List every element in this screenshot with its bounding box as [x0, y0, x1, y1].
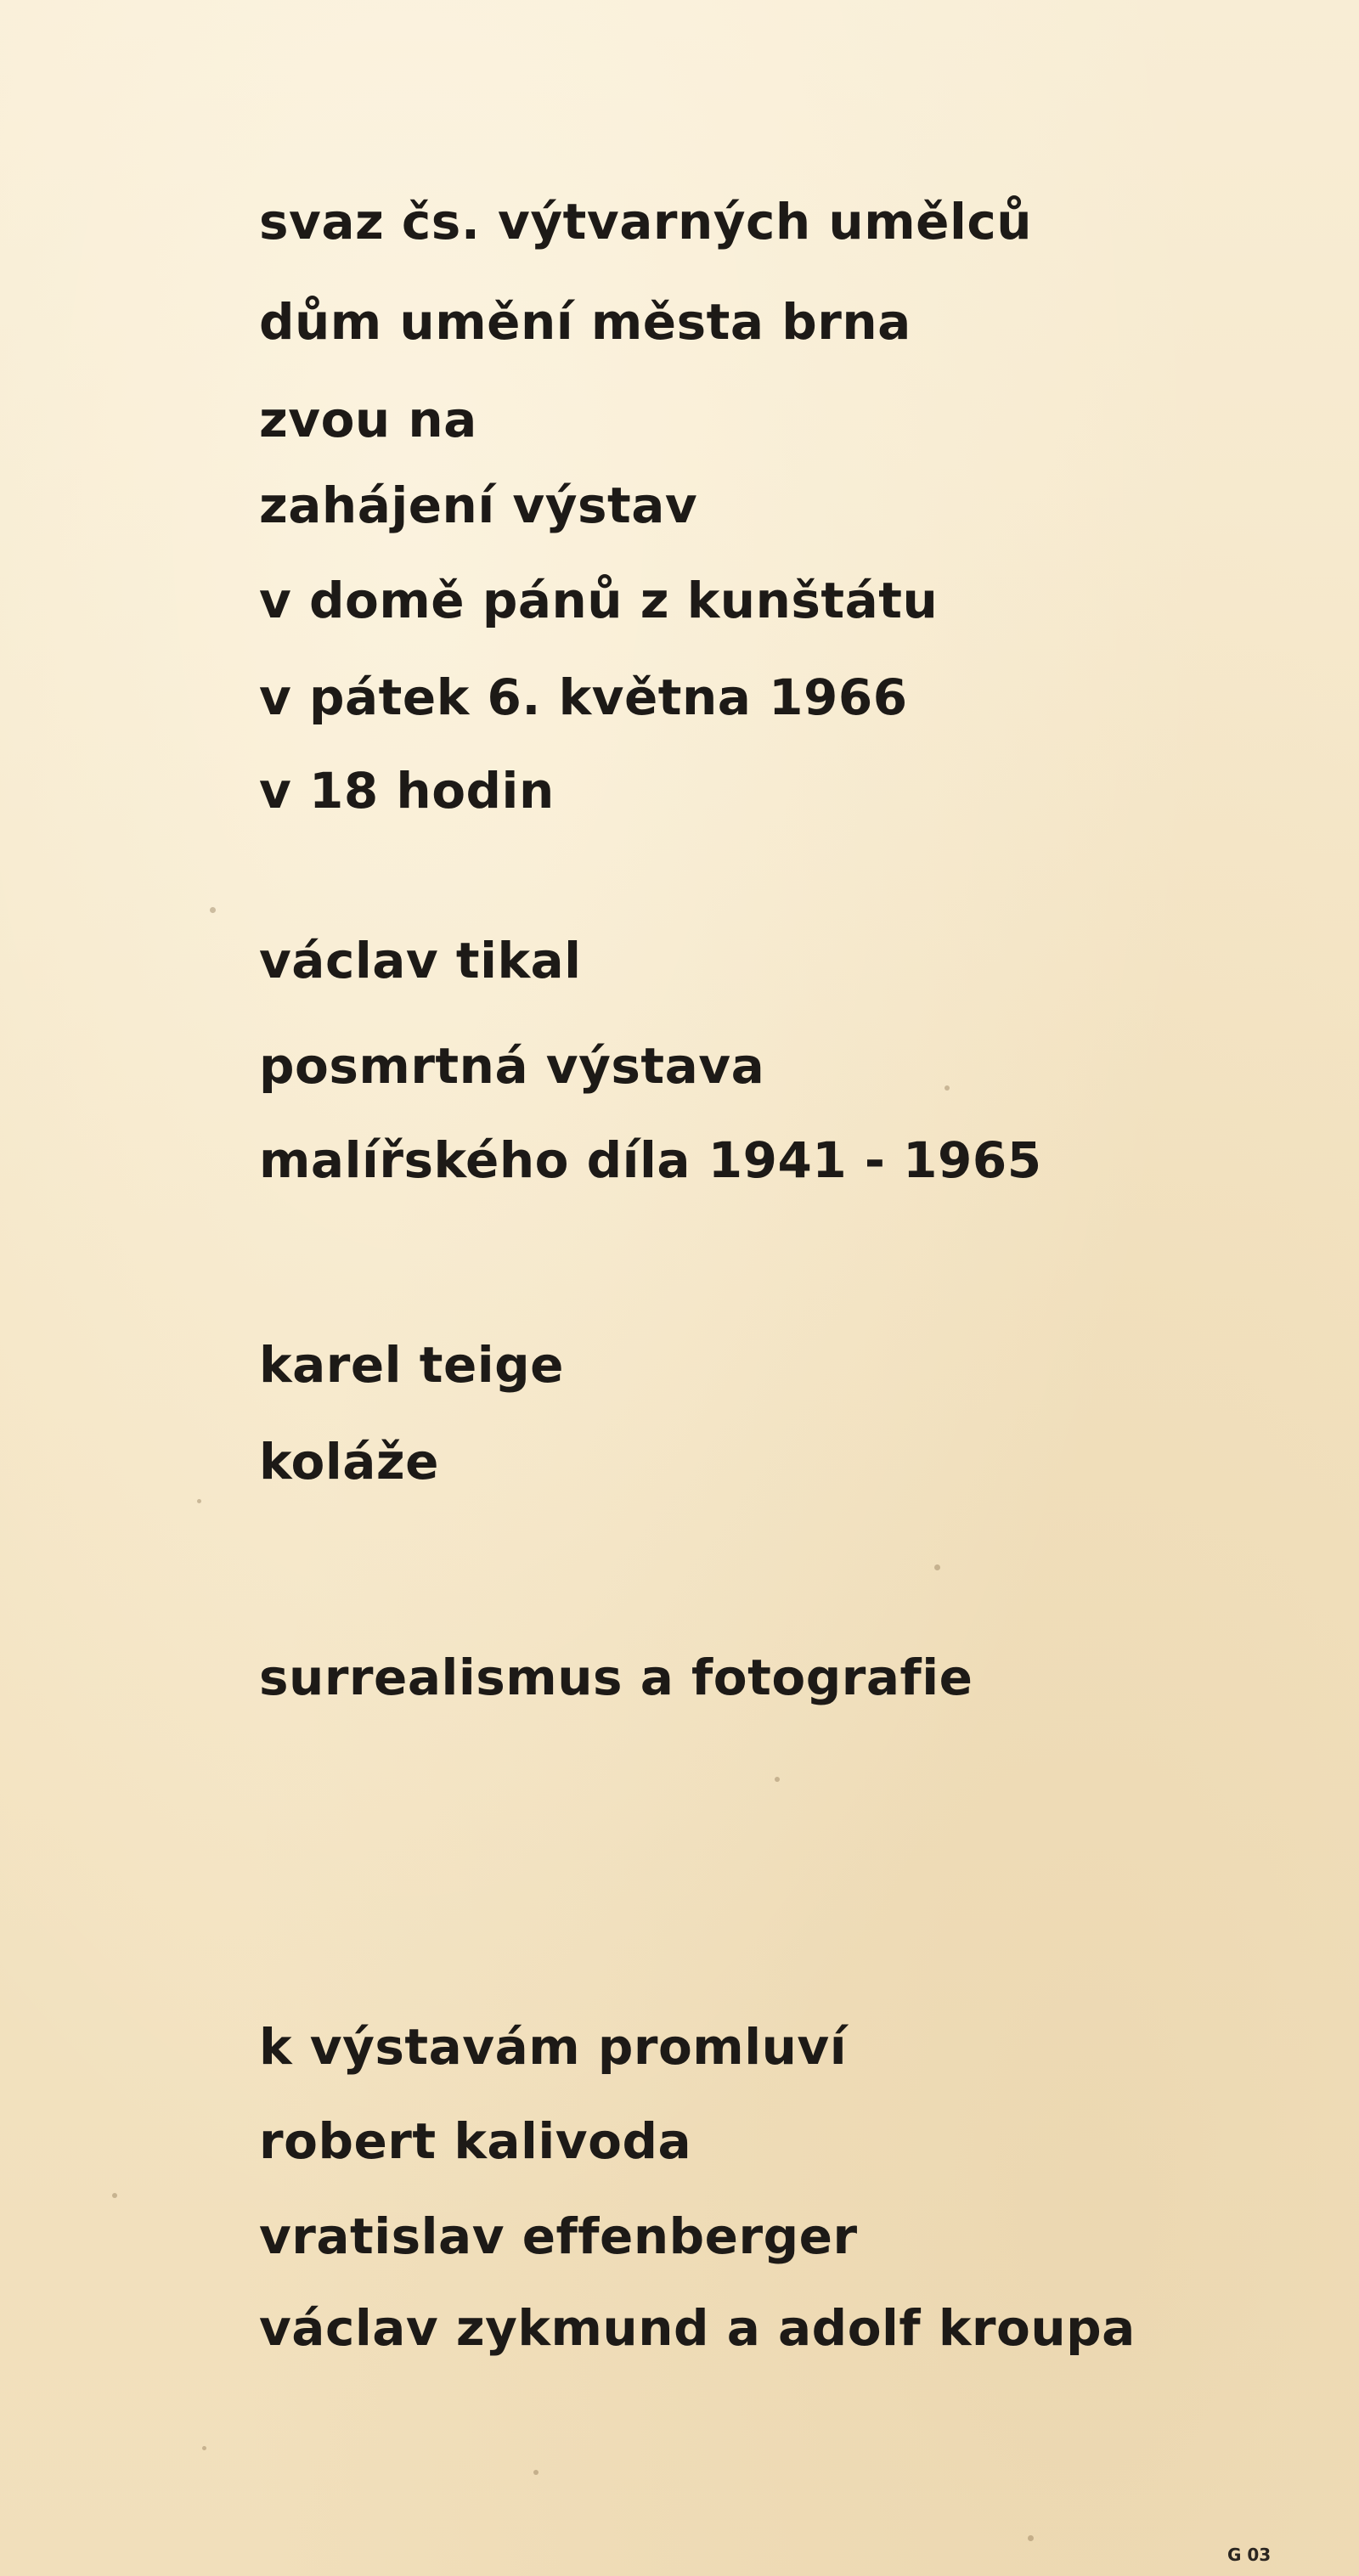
- date-line: v pátek 6. května 1966: [259, 668, 908, 726]
- teige-artist: karel teige: [259, 1336, 565, 1394]
- event-line: zahájení výstav: [259, 476, 698, 534]
- speaker-3: václav zykmund a adolf kroupa: [259, 2299, 1136, 2357]
- tikal-line-2: malířského díla 1941 - 1965: [259, 1131, 1042, 1189]
- tikal-line-1: posmrtná výstava: [259, 1037, 765, 1095]
- organizer-line-1: svaz čs. výtvarných umělců: [259, 193, 1033, 251]
- paper-speck: [112, 2193, 117, 2198]
- paper-speck: [533, 2470, 539, 2475]
- catalog-code: G 03: [1227, 2545, 1272, 2565]
- tikal-artist: václav tikal: [259, 932, 582, 989]
- invite-line: zvou na: [259, 391, 477, 448]
- paper-speck: [1028, 2535, 1034, 2541]
- paper-speck: [934, 1564, 940, 1570]
- paper-speck: [202, 2446, 206, 2450]
- organizer-line-2: dům umění města brna: [259, 293, 911, 351]
- paper-speck: [197, 1499, 201, 1503]
- teige-title: koláže: [259, 1433, 439, 1491]
- surrealism-title: surrealismus a fotografie: [259, 1649, 973, 1706]
- time-line: v 18 hodin: [259, 762, 555, 820]
- venue-line: v domě pánů z kunštátu: [259, 572, 939, 629]
- speakers-intro: k výstavám promluví: [259, 2018, 848, 2076]
- speaker-2: vratislav effenberger: [259, 2207, 858, 2265]
- paper-speck: [945, 1085, 950, 1091]
- paper-speck: [210, 907, 216, 913]
- speaker-1: robert kalivoda: [259, 2112, 692, 2170]
- paper-speck: [775, 1777, 780, 1782]
